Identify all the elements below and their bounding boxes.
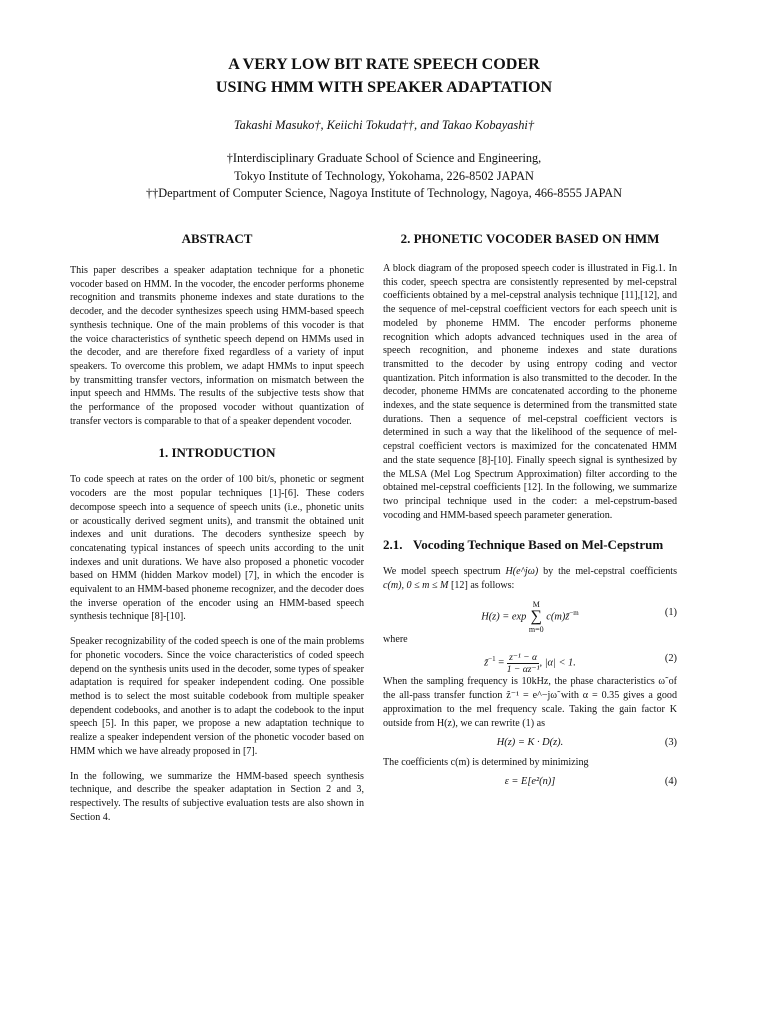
equation-1-number: (1) (664, 606, 677, 618)
subsection21-paragraph-1 (383, 565, 677, 592)
subsection21-paragraph-2: When the sampling frequency is 10kHz, the phase characteristics ω̃ of the all-pass transfer function z̃⁻¹ = e^−jω̃ with α = 0.35 gives a good approximation to the mel frequency scale. Taking the gain factor K outside from H(z), we can rewrite (1) as (383, 676, 677, 729)
equation-3-expression: H(z) = K · D(z). (496, 737, 564, 749)
author-list: Takashi Masuko†, Keiichi Tokuda††, and Takao Kobayashi† (233, 118, 535, 132)
equation-3 (383, 735, 677, 751)
sum-upper-limit: M (532, 599, 540, 609)
affiliation-line-3: ††Department of Computer Science, Nagoya Institute of Technology, Nagoya, 466-8555 JAPAN (145, 186, 623, 200)
equation-1-expression (383, 595, 677, 635)
eq2-denominator: 1 − αz⁻¹ (506, 664, 540, 676)
paper-title (0, 53, 768, 99)
math-spectrum: H(e^jω) (505, 566, 539, 578)
intro-paragraph-2: Speaker recognizability of the coded speech is one of the main problems for phonetic vocoders. Since the voice characteristics of coded speech depend on the synthesis units used in the decoder, some types of speaker adaptation is required for speaker independent coding. One possible method is to select the most suitable codebook from multiple speaker dependent codebooks, and another is to adapt the codebook to the input speech [5]. In this paper, we propose a new adaptation technique to realize a speaker independent version of the phonetic vocoder based on HMM which we have already proposed in [7]. (70, 636, 364, 757)
math-coefficients: c(m), 0 ≤ m ≤ M (383, 580, 449, 592)
right-column (383, 230, 677, 790)
eq2-equals: = (495, 657, 507, 669)
section2-paragraph-1: A block diagram of the proposed speech coder is illustrated in Fig.1. In this coder, speech spectra are consistently represented by mel-cepstral coefficients obtained by a mel-cepstral analysis technique [11],[12], and the sequence of mel-cepstral coefficient vectors for each speech unit is modeled by phoneme HMM. The encoder performs phoneme recognition which adopts advanced techniques used in the area of speech recognition, and phoneme indexes and state durations transmitted to the decoder by using entropy coding and vector quantization. Pitch information is also transmitted to the decoder. In the decoder, phoneme HMMs are concatenated according to the phoneme indexes, and the state sequence is determined from the transmitted state durations. Then a sequence of mel-cepstral coefficient vectors is determined in such a way that the likelihood of the sequence of mel-cepstral coefficient vectors is maximized for the concatenated HMM and the state sequence [8]-[10]. Finally speech signal is synthesized by the MLSA (Mel Log Spectrum Approximation) filter according to the obtained mel-cepstral coefficients [12]. In the following, we summarize two principal technique used in the coder: a mel-cepstrum-based vocoding and HMM-based speech parameter generation. (383, 263, 677, 521)
eq2-lhs: z̃ (484, 657, 489, 669)
eq1-exponent: −m (569, 608, 579, 617)
affiliation-line-1: †Interdisciplinary Graduate School of Science and Engineering, (226, 151, 542, 165)
affiliations (0, 150, 768, 203)
affiliation-line-2: Tokyo Institute of Technology, Yokohama, 226-8502 JAPAN (234, 168, 534, 183)
text-run: We model speech spectrum (383, 566, 506, 578)
eq2-numerator: z⁻¹ − α (507, 652, 540, 664)
equation-4-expression: ε = E[e²(n)] (504, 775, 556, 787)
intro-paragraph-3: In the following, we summarize the HMM-based speech synthesis technique, and describe the speaker adaptation in Section 2 and 3, respectively. The results of subjective evaluation tests are also shown in Section 4. (70, 770, 364, 823)
equation-2-number: (2) (664, 653, 677, 665)
equation-1 (383, 595, 677, 634)
equation-4 (383, 774, 677, 790)
subsection21-heading (383, 536, 677, 553)
title-line-2: USING HMM WITH SPEAKER ADAPTATION (215, 79, 553, 96)
intro-heading: 1. INTRODUCTION (158, 445, 276, 461)
title-line-1: A VERY LOW BIT RATE SPEECH CODER (228, 56, 540, 73)
where-label: where (383, 633, 408, 645)
eq1-lhs: H(z) = exp (481, 611, 527, 623)
equation-2 (383, 646, 677, 676)
subsection21-title: Vocoding Technique Based on Mel-Cepstrum (413, 537, 664, 553)
subsection21-paragraph-3: The coefficients c(m) is determined by minimizing (383, 757, 589, 769)
eq2-fraction (507, 652, 540, 675)
section2-heading: 2. PHONETIC VOCODER BASED ON HMM (400, 231, 660, 246)
eq2-lhs-exponent: −1 (488, 655, 496, 664)
equation-3-number: (3) (664, 737, 677, 749)
intro-paragraph-1: To code speech at rates on the order of 100 bit/s, phonetic or segment vocoders are the most popular techniques [1]-[6]. These coders decompose speech into a sequence of speech units (i.e., phonetic units or acoustically derived segment units), and transmit the obtained unit indexes and unit durations. The decoders synthesize speech by concatenating typical instances of speech units according to the unit indexes and unit durations. We have also proposed a phonetic vocoder based on HMM (hidden Markov model) [7], in which the encoder is equivalent to an HMM-based phoneme recognizer, and the decoder does the inverse operation of the encoder using an HMM-based speech synthesis technique [8]-[10]. (70, 474, 364, 623)
subsection21-number: 2.1. (383, 537, 403, 553)
text-run: by the mel-cepstral coefficients (538, 566, 677, 578)
sum-lower-limit: m=0 (528, 624, 544, 634)
abstract-heading: ABSTRACT (181, 231, 253, 246)
abstract-text: This paper describes a speaker adaptation technique for a phonetic vocoder based on HMM. In the vocoder, the encoder performs phoneme recognition and transmits phoneme indexes and state durations to the decoder, and the decoder synthesizes speech using HMM-based speech synthesis technique. One of the main problems of this vocoder is that the voice characteristics of synthetic speech depend on HMMs used in the decoder, and are therefore fixed regardless of a variety of input speakers. To overcome this problem, we adapt HMMs to input speech by transmitting transfer vectors, information on mismatch between the input speech and HMMs. The results of the subjective tests show that the performance of the proposed vocoder without quantization of transfer vectors is comparable to that of a speaker dependent vocoder. (70, 265, 364, 427)
summation-symbol (529, 600, 544, 634)
left-column (70, 230, 364, 824)
sigma-glyph: ∑ (530, 607, 542, 625)
eq2-condition: , |α| < 1. (539, 657, 576, 669)
equation-4-number: (4) (664, 775, 677, 787)
text-run: [12] as follows: (448, 580, 515, 592)
equation-2-expression (383, 646, 677, 676)
eq1-rhs: c(m)z̃ (546, 611, 570, 623)
